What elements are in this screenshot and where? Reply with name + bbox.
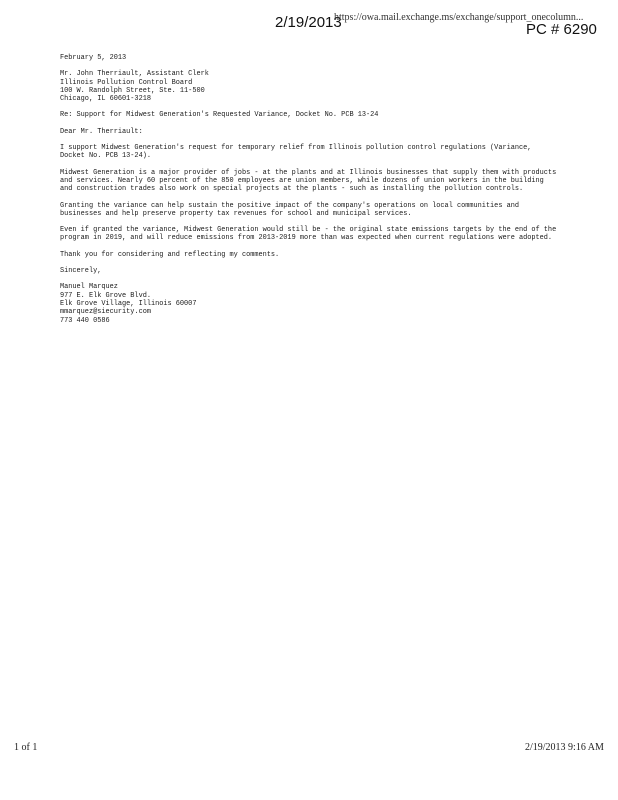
print-timestamp: 2/19/2013 9:16 AM [525, 742, 604, 753]
signature-city: Elk Grove Village, Illinois 60007 [60, 299, 197, 308]
letter-body [60, 54, 560, 333]
signature-name: Manuel Marquez [60, 283, 118, 292]
recipient-line: Mr. John Therriault, Assistant Clerk [60, 70, 209, 79]
salutation: Dear Mr. Therriault: [60, 127, 143, 136]
paragraph: I support Midwest Generation's request for temporary relief from Illinois pollution control regulations (Variance, Docket No. PCB 13-24). [60, 144, 532, 161]
source-url: https://owa.mail.exchange.ms/exchange/support_onecolumn... [334, 12, 584, 23]
recipient-line: Illinois Pollution Control Board [60, 78, 193, 87]
paragraph: Thank you for considering and reflecting my comments. [60, 250, 280, 259]
signature-email: mmarquez@siecurity.com [60, 308, 151, 317]
paragraph: Even if granted the variance, Midwest Generation would still be - the original state emissions targets by the end of the program in 2019, and will reduce emissions from 2013-2019 more than was expected when current regulations were adopted. [60, 226, 557, 243]
recipient-line: Chicago, IL 60601-3218 [60, 95, 151, 104]
subject-line: Re: Support for Midwest Generation's Requested Variance, Docket No. PCB 13-24 [60, 111, 379, 120]
signature-phone: 773 440 0586 [60, 316, 110, 325]
pc-number: PC # 6290 [526, 21, 597, 38]
signature-block [60, 283, 560, 324]
paragraph: Midwest Generation is a major provider of jobs - at the plants and at Illinois businesses that supply them with products and services. Nearly 60 percent of the 850 employees are union members, while dozens of union workers in the building and construction trades also work on special projects at the plants - such as installing the pollution controls. [60, 168, 557, 194]
paragraph: Granting the variance can help sustain the positive impact of the company's operations on local communities and businesses and help preserve property tax revenues for school and municipal services. [60, 201, 519, 218]
page-count: 1 of 1 [14, 742, 38, 753]
stamp-date: 2/19/2013 [275, 14, 342, 31]
closing: Sincerely, [60, 267, 102, 276]
recipient-line: 100 W. Randolph Street, Ste. 11-500 [60, 86, 205, 95]
signature-address: 977 E. Elk Grove Blvd. [60, 291, 151, 300]
letter-date: February 5, 2013 [60, 54, 127, 62]
recipient-block [60, 70, 560, 103]
